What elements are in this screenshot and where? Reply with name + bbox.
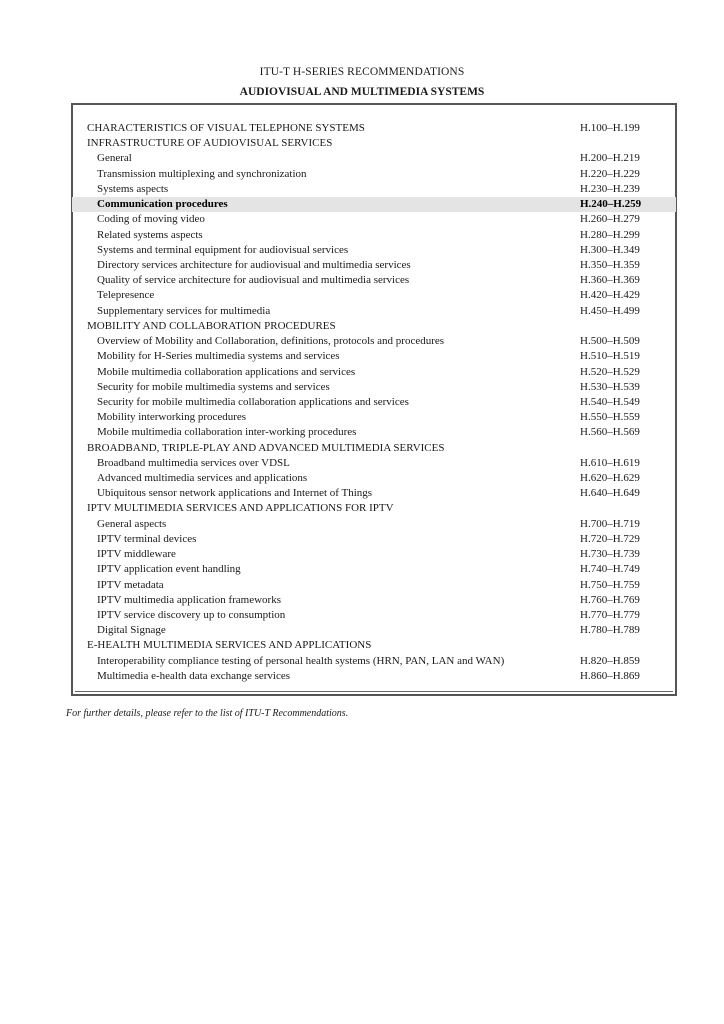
topic-label: Mobile multimedia collaboration applications and services	[97, 365, 356, 378]
section-label: MOBILITY AND COLLABORATION PROCEDURES	[87, 319, 336, 332]
table-row	[72, 486, 676, 501]
series-title: ITU-T H-SERIES RECOMMENDATIONS	[259, 66, 465, 78]
section-heading-row	[72, 501, 676, 516]
topic-label: IPTV multimedia application frameworks	[97, 593, 282, 606]
recommendation-range: H.220–H.229	[580, 167, 640, 180]
table-row	[72, 623, 676, 638]
topic-label: IPTV metadata	[97, 578, 164, 591]
section-label: BROADBAND, TRIPLE-PLAY AND ADVANCED MULTIMEDIA SERVICES	[87, 441, 445, 454]
footnote: For further details, please refer to the list of ITU-T Recommendations.	[66, 708, 349, 719]
topic-label: Systems and terminal equipment for audiovisual services	[97, 243, 349, 256]
recommendation-range: H.640–H.649	[580, 487, 640, 500]
topic-label: Quality of service architecture for audiovisual and multimedia services	[97, 274, 410, 287]
recommendation-range: H.360–H.369	[580, 274, 640, 287]
recommendation-range: H.260–H.279	[580, 213, 640, 226]
topic-label: Interoperability compliance testing of personal health systems (HRN, PAN, LAN and WAN)	[97, 654, 505, 667]
section-label: CHARACTERISTICS OF VISUAL TELEPHONE SYSTEMS	[87, 122, 365, 134]
table-row	[72, 608, 676, 623]
topic-label: IPTV application event handling	[97, 563, 241, 576]
section-label: IPTV MULTIMEDIA SERVICES AND APPLICATIONS FOR IPTV	[87, 502, 394, 515]
table-row	[72, 167, 676, 182]
section-label: INFRASTRUCTURE OF AUDIOVISUAL SERVICES	[87, 137, 333, 150]
recommendation-range: H.760–H.769	[580, 593, 640, 606]
table-row	[72, 258, 676, 273]
topic-label: Communication procedures	[97, 198, 228, 211]
recommendation-range: H.280–H.299	[580, 228, 640, 241]
topic-label: Security for mobile multimedia systems and services	[97, 380, 330, 393]
recommendation-range: H.100–H.199	[580, 122, 640, 134]
topic-label: Advanced multimedia services and applications	[97, 472, 308, 485]
topic-label: Multimedia e-health data exchange services	[97, 669, 291, 682]
table-row	[72, 562, 676, 577]
table-row	[72, 243, 676, 258]
topic-label: Transmission multiplexing and synchronization	[97, 167, 307, 180]
table-row	[72, 304, 676, 319]
recommendation-range: H.700–H.719	[580, 517, 640, 530]
table-row	[72, 197, 676, 212]
table-row	[72, 395, 676, 410]
table-row	[72, 547, 676, 562]
recommendation-range: H.780–H.789	[580, 624, 640, 637]
topic-label: Digital Signage	[97, 624, 166, 637]
topic-label: Systems aspects	[97, 182, 169, 195]
topic-label: Mobile multimedia collaboration inter-working procedures	[97, 426, 357, 439]
table-row	[72, 654, 676, 669]
recommendation-range: H.820–H.859	[580, 654, 640, 667]
recommendations-list	[72, 121, 676, 684]
recommendation-range: H.230–H.239	[580, 182, 640, 195]
recommendation-range: H.730–H.739	[580, 548, 640, 561]
recommendation-range: H.550–H.559	[580, 411, 640, 424]
recommendation-range: H.750–H.759	[580, 578, 640, 591]
recommendation-range: H.300–H.349	[580, 243, 640, 256]
topic-label: Overview of Mobility and Collaboration, definitions, protocols and procedures	[97, 335, 445, 348]
topic-label: Related systems aspects	[97, 228, 203, 241]
table-row	[72, 456, 676, 471]
section-heading-row	[72, 441, 676, 456]
section-heading-row	[72, 638, 676, 653]
topic-label: General	[97, 152, 132, 165]
recommendation-range: H.510–H.519	[580, 350, 640, 363]
topic-label: IPTV service discovery up to consumption	[97, 609, 286, 621]
topic-label: Supplementary services for multimedia	[97, 304, 271, 317]
table-row	[72, 228, 676, 243]
topic-label: General aspects	[97, 517, 167, 530]
table-row	[72, 151, 676, 166]
topic-label: IPTV middleware	[97, 548, 176, 561]
table-row	[72, 532, 676, 547]
topic-label: Telepresence	[97, 289, 155, 302]
topic-label: Directory services architecture for audiovisual and multimedia services	[97, 258, 411, 271]
recommendation-range: H.610–H.619	[580, 456, 640, 469]
table-row	[72, 425, 676, 440]
table-row	[72, 365, 676, 380]
recommendation-range: H.770–H.779	[580, 609, 640, 621]
recommendation-range: H.540–H.549	[580, 395, 640, 408]
recommendation-range: H.500–H.509	[580, 335, 640, 348]
topic-label: Ubiquitous sensor network applications and Internet of Things	[97, 487, 373, 500]
section-label: E-HEALTH MULTIMEDIA SERVICES AND APPLICATIONS	[87, 639, 372, 652]
recommendation-range: H.350–H.359	[580, 258, 640, 271]
section-heading-row	[72, 136, 676, 151]
recommendation-range: H.450–H.499	[580, 304, 640, 317]
section-heading-row	[72, 121, 676, 136]
table-row	[72, 517, 676, 532]
recommendation-range: H.520–H.529	[580, 365, 640, 378]
table-row	[72, 212, 676, 227]
topic-label: Mobility interworking procedures	[97, 411, 247, 424]
table-row	[72, 380, 676, 395]
table-row	[72, 349, 676, 364]
topic-label: Security for mobile multimedia collaboration applications and services	[97, 395, 409, 408]
table-row	[72, 273, 676, 288]
table-row	[72, 410, 676, 425]
topic-label: Coding of moving video	[97, 213, 205, 226]
recommendation-range: H.740–H.749	[580, 563, 640, 576]
table-row	[72, 334, 676, 349]
section-heading-row	[72, 319, 676, 334]
topic-label: Mobility for H-Series multimedia systems and services	[97, 350, 340, 363]
recommendation-range: H.560–H.569	[580, 426, 640, 439]
recommendation-range: H.240–H.259	[580, 198, 642, 211]
recommendation-range: H.200–H.219	[580, 152, 640, 165]
table-row	[72, 471, 676, 486]
topic-label: IPTV terminal devices	[97, 532, 197, 545]
subject-title: AUDIOVISUAL AND MULTIMEDIA SYSTEMS	[239, 86, 485, 98]
table-row	[72, 578, 676, 593]
table-row	[72, 182, 676, 197]
recommendation-range: H.720–H.729	[580, 532, 640, 545]
recommendation-range: H.420–H.429	[580, 289, 640, 302]
table-row	[72, 288, 676, 303]
recommendation-range: H.530–H.539	[580, 380, 640, 393]
table-row	[72, 669, 676, 684]
table-row	[72, 593, 676, 608]
recommendation-range: H.620–H.629	[580, 472, 640, 485]
recommendation-range: H.860–H.869	[580, 669, 640, 682]
topic-label: Broadband multimedia services over VDSL	[97, 456, 290, 469]
